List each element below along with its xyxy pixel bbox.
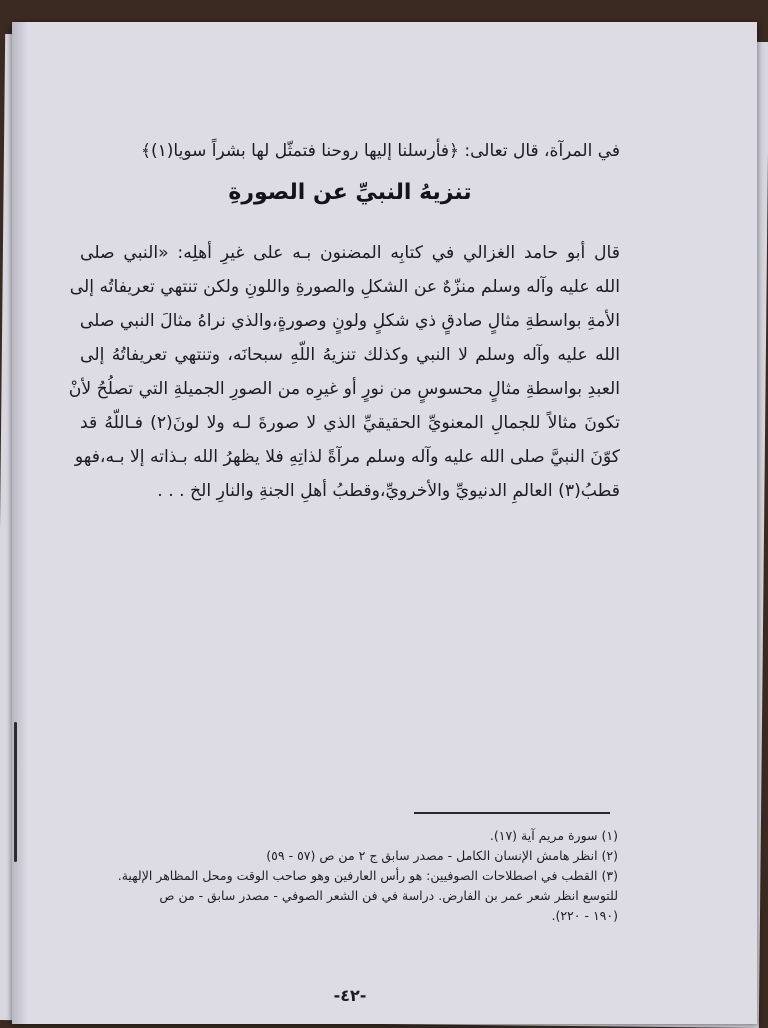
page-number: -٤٢- bbox=[333, 986, 367, 1005]
body-paragraph bbox=[68, 236, 620, 508]
binding-shadow bbox=[14, 722, 17, 862]
body-line: تكونَ مثالاً للجمالِ المعنويِّ الحقيقيِّ الذي لا صورةَ لـه ولا لونَ(٢) فـاللّهُ قد bbox=[80, 413, 620, 433]
body-line: كوّنَ النبيَّ صلى الله عليه وآله وسلم مرآةً لذاتِهِ فلا يظهرُ الله بـذاته إلا بـه،فهو bbox=[74, 447, 620, 467]
body-line: العبدِ بواسطةِ مثالٍ محسوسٍ من نورٍ أو غيرِه من الصورِ الجميلةِ التي تصلُحُ لأنْ bbox=[68, 379, 620, 399]
footnote-separator bbox=[414, 812, 610, 814]
footnote: (١٩٠ - ٢٢٠). bbox=[551, 908, 618, 923]
body-line: الأمةِ بواسطةِ مثالٍ صادقٍ ذي شكلٍ ولونٍ وصورةٍ،والذي نراهُ مثالَ النبي صلى bbox=[79, 311, 620, 331]
footnote: (٢) انظر هامش الإنسان الكامل - مصدر سابق ج ٢ من ص (٥٧ - ٥٩) bbox=[266, 848, 618, 863]
body-line: الله عليه وآله وسلم منزّهٌ عن الشكلِ والصورةِ واللونِ ولكن تنتهي تعريفاتُه إلى bbox=[69, 277, 620, 297]
footnote: (١) سورة مريم آية (١٧). bbox=[489, 828, 618, 843]
footnote: (٣) القطب في اصطلاحات الصوفيين: هو رأس العارفين وهو صاحب الوقت ومحل المظاهر الإلهية. bbox=[117, 868, 618, 883]
body-line: الله عليه وآله وسلم لا النبي وكذلك تنزيهُ اللّهِ سبحانَه، وتنتهي تعريفاتُهُ إلى bbox=[80, 345, 620, 365]
page-inner-edge bbox=[12, 22, 28, 1024]
footnotes bbox=[88, 826, 618, 926]
body-line: قطبُ(٣) العالمِ الدنيويِّ والأخرويِّ،وقطبُ أهلِ الجنةِ والنارِ الخ . . . bbox=[157, 481, 620, 501]
section-heading: تنزيهُ النبيِّ عن الصورةِ bbox=[228, 180, 472, 205]
intro-line: في المرآة، قال تعالى: ﴿فأرسلنا إليها روحنا فتمثّل لها بشراً سويا(١)﴾ bbox=[141, 141, 620, 161]
footnote: للتوسع انظر شعر عمر بن الفارض. دراسة في فن الشعر الصوفي - مصدر سابق - من ص bbox=[159, 888, 618, 903]
body-line: قال أبو حامد الغزالي في كتابِه المضنون بـه على غيرِ أهلِه: «النبي صلى bbox=[80, 243, 620, 263]
